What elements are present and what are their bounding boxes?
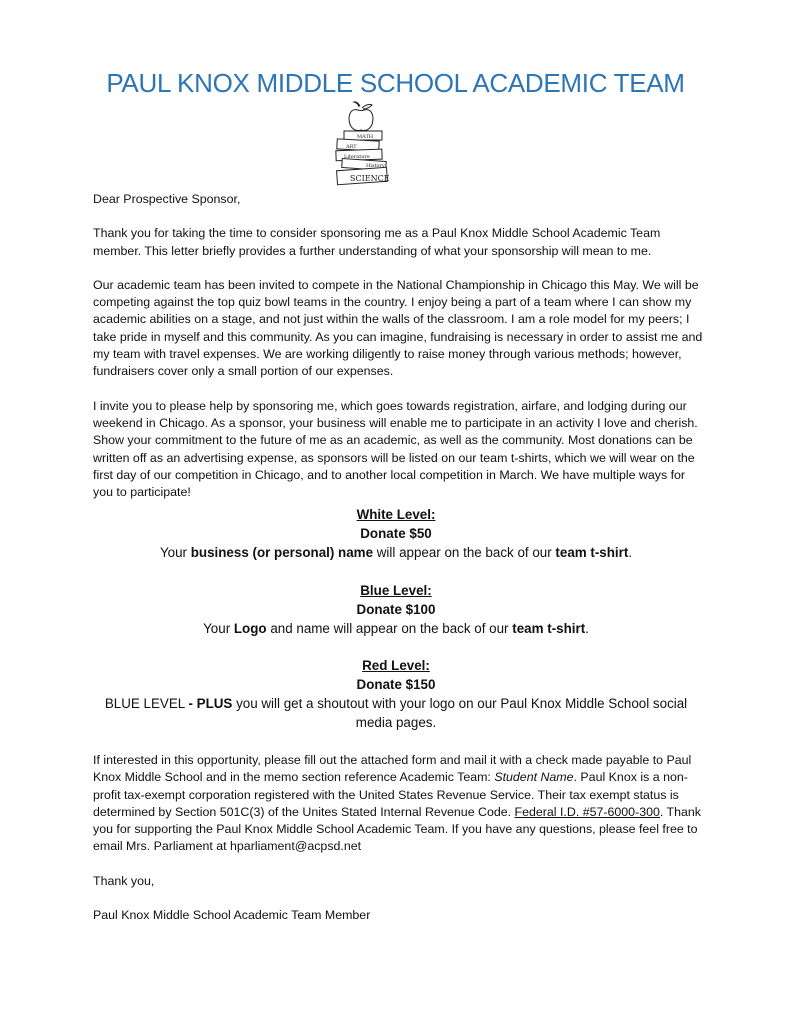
level-donation: Donate $50: [360, 526, 432, 541]
level-description: [80, 619, 712, 638]
apple-on-books-icon: [320, 100, 410, 190]
desc-bold: team t-shirt: [512, 621, 586, 636]
red-level-section: [80, 656, 712, 732]
desc-text: will appear on the back of our: [373, 545, 556, 560]
svg-text:ART: ART: [346, 144, 357, 150]
instructions-text: . Thank you for supporting the Paul Knox Middle School Academic Team. If you have any questions, please feel free to email Mrs. Parliament at hparliament@acpsd.net: [93, 804, 701, 854]
intro-paragraph: Thank you for taking the time to consider sponsoring me as a Paul Knox Middle School Academic Team member. This letter briefly provides a further understanding of what your sponsorship will mean to me.: [93, 226, 661, 258]
desc-text: Your: [203, 621, 234, 636]
signature: Paul Knox Middle School Academic Team Member: [93, 908, 371, 923]
svg-text:History: History: [366, 163, 385, 169]
instructions-text: . Paul Knox is a non-profit tax-exempt corporation registered with the United States Revenue Service. Their tax exempt status is determined by Section 501C(3) of the Unites Stated Internal Revenue Code.: [93, 770, 688, 819]
svg-text:SCIENCE: SCIENCE: [350, 174, 390, 183]
svg-text:MATH: MATH: [357, 134, 374, 140]
student-name-placeholder: Student Name: [494, 770, 574, 785]
desc-text: .: [585, 621, 589, 636]
desc-text: Your: [159, 545, 191, 560]
level-name: White Level:: [356, 507, 436, 522]
desc-bold: Logo: [233, 621, 267, 636]
document-title: PAUL KNOX MIDDLE SCHOOL ACADEMIC TEAM: [106, 68, 685, 98]
desc-text: BLUE LEVEL: [104, 696, 189, 711]
federal-id: Federal I.D. #57-6000-300: [514, 804, 660, 819]
blue-level-section: [80, 581, 712, 638]
desc-text: .: [628, 545, 633, 560]
desc-text: you will get a shoutout with your logo on our Paul Knox Middle School social media pages.: [232, 696, 688, 730]
instructions-text: If interested in this opportunity, please fill out the attached form and mail it with a check made payable to Paul Knox Middle School and in the memo section reference Academic Team:: [93, 753, 692, 785]
desc-bold: business (or personal) name: [190, 545, 374, 560]
closing-line: Thank you,: [93, 873, 155, 888]
level-donation: Donate $100: [356, 602, 436, 617]
instructions-paragraph: [93, 752, 705, 856]
desc-text: and name will appear on the back of our: [266, 621, 513, 636]
desc-bold: - PLUS: [188, 696, 233, 711]
letter-body: [93, 191, 705, 501]
desc-bold: team t-shirt: [555, 545, 629, 560]
level-description: [80, 543, 712, 562]
white-level-section: [80, 505, 712, 562]
salutation: Dear Prospective Sponsor,: [93, 192, 241, 206]
level-description: [80, 694, 712, 732]
championship-paragraph: Our academic team has been invited to compete in the National Championship in Chicago this May. We will be competing against the top quiz bowl teams in the country. I enjoy being a part of a team where I can show my academic abilities on a stage, and not just within the walls of the classroom. I am a role model for my peers; I take pride in myself and this community. As you can imagine, fundraising is necessary in order to assist me and my team with travel expenses. We are working diligently to raise money through various methods; however, fundraisers cover only a small portion of our expenses.: [93, 277, 703, 379]
level-donation: Donate $150: [356, 677, 436, 692]
svg-text:Literature: Literature: [344, 154, 370, 160]
level-name: Red Level:: [362, 658, 430, 673]
closing-section: [93, 752, 705, 924]
sponsorship-paragraph: I invite you to please help by sponsoring me, which goes towards registration, airfare, and lodging during our weekend in Chicago. As a sponsor, your business will enable me to participate in an activity I love and cherish. Show your commitment to the future of me as an academic, as well as the community. Most donations can be written off as an advertising expense, as sponsors will be listed on our team t-shirts, which we will wear on the first day of our competition in Chicago, and to another local competition in March. We have multiple ways for you to participate!: [93, 398, 698, 500]
level-name: Blue Level:: [360, 583, 432, 598]
